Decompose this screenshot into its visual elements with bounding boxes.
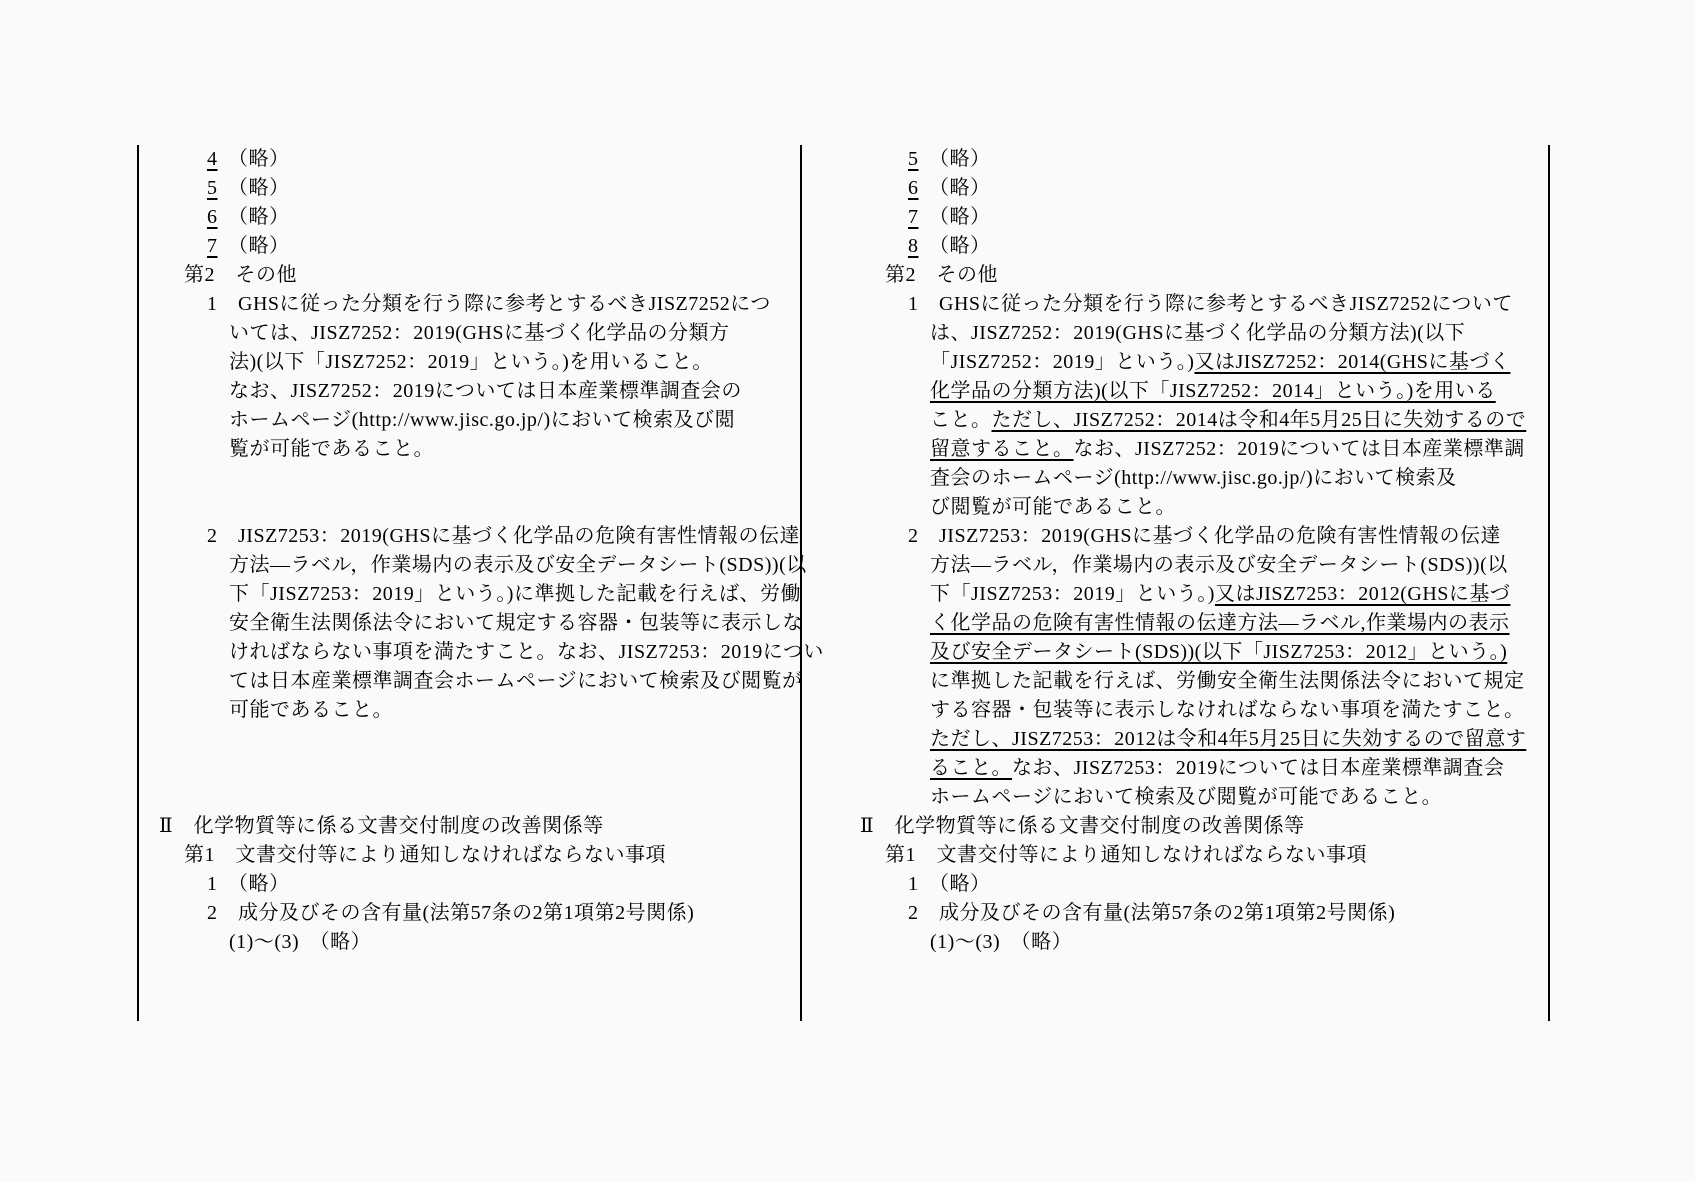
text-line (159, 319, 800, 348)
text-segment: （略） (918, 177, 991, 199)
text-line (860, 667, 1548, 696)
text-segment: 第1 文書交付等により通知しなければならない事項 (184, 844, 666, 866)
text-segment: ホームページ(http://www.jisc.go.jp/)において検索及び閲 (229, 409, 736, 431)
text-segment: 覧が可能であること。 (229, 438, 434, 460)
text-line (860, 232, 1548, 261)
text-line (860, 319, 1548, 348)
text-segment: 2 JISZ7253：2019(GHSに基づく化学品の危険有害性情報の伝達 (908, 525, 1501, 547)
text-segment: 2 成分及びその含有量(法第57条の2第1項第2号関係) (207, 902, 695, 924)
text-line (159, 522, 800, 551)
text-segment: び閲覧が可能であること。 (930, 496, 1176, 518)
text-segment: に準拠した記載を行えば、労働安全衛生法関係法令において規定 (930, 670, 1525, 692)
blank-line (159, 493, 800, 522)
text-line (159, 609, 803, 638)
text-segment: （略） (918, 235, 991, 257)
underlined-text-segment: 又はJISZ7252：2014(GHSに基づく (1194, 351, 1511, 373)
text-line (860, 551, 1548, 580)
text-line (159, 580, 800, 609)
text-line (860, 841, 1548, 870)
text-line (159, 435, 800, 464)
text-segment: 第2 その他 (184, 264, 297, 286)
text-line (159, 406, 800, 435)
text-segment: （略） (217, 177, 290, 199)
text-segment: 2 成分及びその含有量(法第57条の2第1項第2号関係) (908, 902, 1396, 924)
text-line (860, 580, 1548, 609)
underlined-text-segment: 6 (207, 206, 218, 228)
text-line (159, 348, 800, 377)
text-line (860, 435, 1548, 464)
underlined-text-segment: 化学品の分類方法)(以下「JISZ7252：2014」という。)を用いる (930, 380, 1496, 402)
right-column (802, 145, 1550, 1021)
underlined-text-segment: 6 (908, 177, 919, 199)
text-segment: 1 GHSに従った分類を行う際に参考とするべきJISZ7252について (908, 293, 1513, 315)
text-line (860, 174, 1548, 203)
text-segment: こと。 (930, 409, 992, 431)
blank-line (159, 464, 800, 493)
blank-line (159, 725, 800, 754)
text-segment: は、JISZ7252：2019(GHSに基づく化学品の分類方法)(以下 (930, 322, 1466, 344)
blank-line (159, 754, 800, 783)
text-line (159, 290, 800, 319)
text-segment: 1 （略） (908, 873, 991, 895)
text-segment: （略） (217, 148, 290, 170)
text-segment: 下「JISZ7253：2019」という。)に準拠した記載を行えば、労働 (229, 583, 801, 605)
underlined-text-segment: 5 (207, 177, 218, 199)
text-segment: Ⅱ 化学物質等に係る文書交付制度の改善関係等 (159, 815, 604, 837)
text-segment: 第1 文書交付等により通知しなければならない事項 (885, 844, 1367, 866)
text-line (159, 174, 800, 203)
text-line (860, 290, 1548, 319)
text-line (159, 145, 800, 174)
text-segment: 2 JISZ7253：2019(GHSに基づく化学品の危険有害性情報の伝達 (207, 525, 800, 547)
text-segment: ければならない事項を満たすこと。なお、JISZ7253：2019につい (229, 641, 824, 663)
text-line (159, 667, 803, 696)
text-segment: （略） (918, 206, 991, 228)
text-line (860, 696, 1548, 725)
text-line (860, 348, 1548, 377)
underlined-text-segment: ただし、JISZ7252：2014は令和4年5月25日に失効するので (991, 409, 1527, 431)
text-line (860, 406, 1548, 435)
text-line (159, 551, 807, 580)
text-line (159, 203, 800, 232)
text-line (860, 261, 1548, 290)
text-segment: 1 GHSに従った分類を行う際に参考とするべきJISZ7252につ (207, 293, 771, 315)
text-segment: (1)～(3) （略） (930, 931, 1073, 953)
text-segment: 方法―ラベル，作業場内の表示及び安全データシート(SDS))(以 (229, 554, 807, 576)
text-segment: (1)～(3) （略） (229, 931, 372, 953)
text-segment: （略） (217, 235, 290, 257)
underlined-text-segment: 7 (908, 206, 919, 228)
text-segment: 第2 その他 (885, 264, 998, 286)
text-line (860, 725, 1548, 754)
text-line (159, 870, 800, 899)
text-line (860, 464, 1548, 493)
comparison-table (137, 145, 1550, 1021)
text-line (159, 232, 800, 261)
text-line (860, 377, 1548, 406)
text-line (159, 928, 800, 957)
text-line (159, 377, 800, 406)
text-line (159, 261, 800, 290)
text-line (860, 754, 1548, 783)
text-segment: なお、JISZ7252：2019については日本産業標準調 (1073, 438, 1525, 460)
text-line (860, 870, 1548, 899)
underlined-text-segment: 又はJISZ7253：2012(GHSに基づ (1214, 583, 1511, 605)
text-segment: 法)(以下「JISZ7252：2019」という。)を用いること。 (229, 351, 713, 373)
text-segment: （略） (217, 206, 290, 228)
text-segment: 方法―ラベル，作業場内の表示及び安全データシート(SDS))(以 (930, 554, 1508, 576)
text-segment: 下「JISZ7253：2019」という。) (930, 583, 1215, 605)
text-line (159, 899, 800, 928)
text-line (860, 899, 1548, 928)
text-segment: 「JISZ7252：2019」という。) (930, 351, 1195, 373)
underlined-text-segment: 5 (908, 148, 919, 170)
text-line (860, 203, 1548, 232)
underlined-text-segment: ただし、JISZ7253：2012は令和4年5月25日に失効するので留意す (930, 728, 1527, 750)
underlined-text-segment: ること。 (930, 757, 1012, 779)
text-line (159, 841, 800, 870)
text-line (860, 493, 1548, 522)
text-line (860, 783, 1548, 812)
text-line (159, 638, 824, 667)
text-line (860, 609, 1548, 638)
text-segment: 可能であること。 (229, 699, 393, 721)
text-segment: いては、JISZ7252：2019(GHSに基づく化学品の分類方 (229, 322, 730, 344)
underlined-text-segment: く化学品の危険有害性情報の伝達方法―ラベル,作業場内の表示 (930, 612, 1510, 634)
underlined-text-segment: 及び安全データシート(SDS))(以下「JISZ7253：2012」という。) (930, 641, 1508, 663)
underlined-text-segment: 4 (207, 148, 218, 170)
underlined-text-segment: 7 (207, 235, 218, 257)
text-segment: なお、JISZ7252：2019については日本産業標準調査会の (229, 380, 742, 402)
blank-line (159, 783, 800, 812)
text-segment: する容器・包装等に表示しなければならない事項を満たすこと。 (930, 699, 1525, 721)
text-line (860, 638, 1548, 667)
text-line (159, 696, 800, 725)
text-segment: 査会のホームページ(http://www.jisc.go.jp/)において検索及 (930, 467, 1457, 489)
text-line (860, 812, 1548, 841)
text-line (860, 928, 1548, 957)
text-segment: （略） (918, 148, 991, 170)
underlined-text-segment: 8 (908, 235, 919, 257)
text-segment: ては日本産業標準調査会ホームページにおいて検索及び閲覧が (229, 670, 803, 692)
text-segment: 安全衛生法関係法令において規定する容器・包装等に表示しな (229, 612, 803, 634)
text-line (159, 812, 800, 841)
text-segment: ホームページにおいて検索及び閲覧が可能であること。 (930, 786, 1443, 808)
left-column (139, 145, 824, 1021)
underlined-text-segment: 留意すること。 (930, 438, 1074, 460)
text-segment: 1 （略） (207, 873, 290, 895)
text-line (860, 145, 1548, 174)
text-segment: Ⅱ 化学物質等に係る文書交付制度の改善関係等 (860, 815, 1305, 837)
text-line (860, 522, 1548, 551)
text-segment: なお、JISZ7253：2019については日本産業標準調査会 (1012, 757, 1505, 779)
